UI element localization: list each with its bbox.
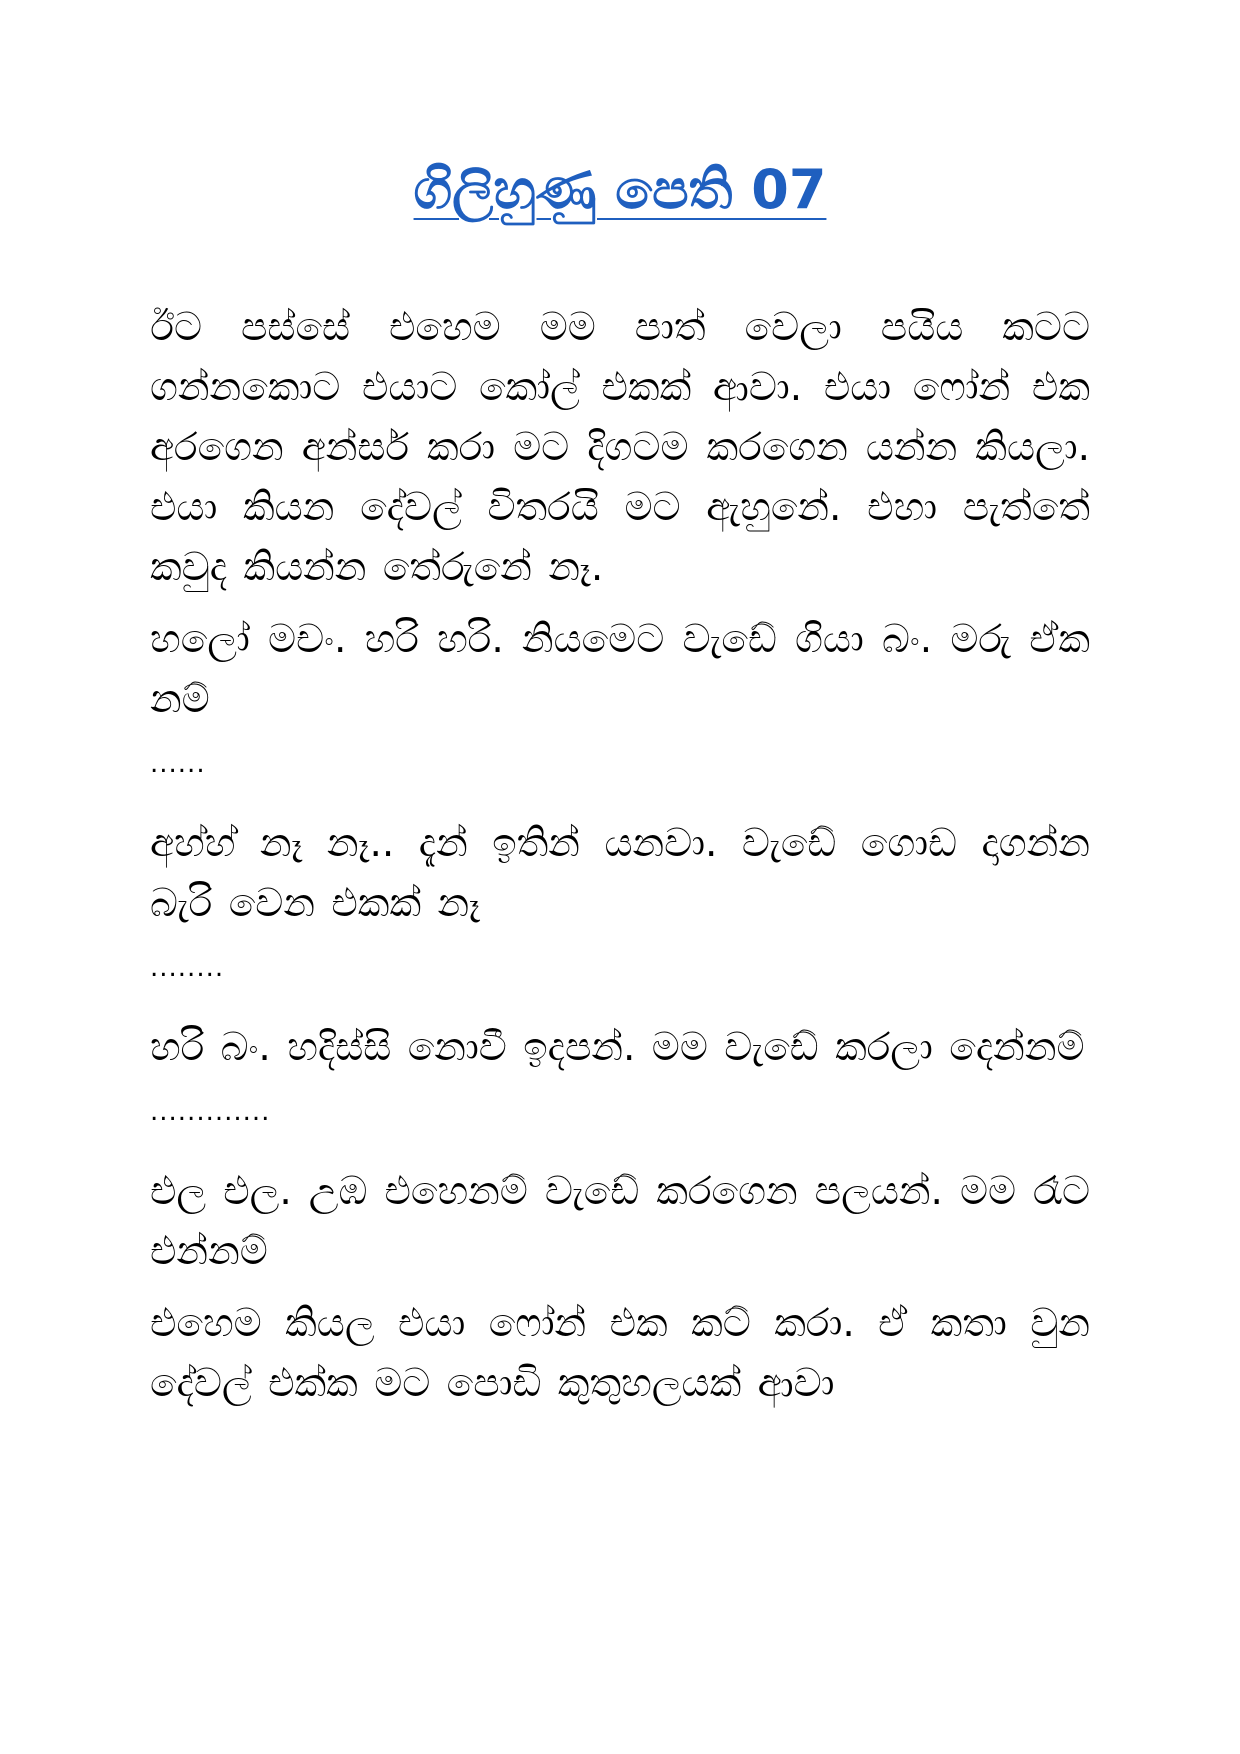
ellipsis-separator: ........	[150, 953, 225, 983]
paragraph: එහෙම කියල එයා ෆෝන් එක කට් කරා. ඒ කතා වුන දේවල් එක්ක මට පොඩි කුතුහලයක් ආවා	[150, 1301, 1090, 1406]
paragraph: හරි බං. හදිස්සි නොවී ඉදපන්. මම වැඩේ කරලා දෙන්නම්	[150, 1025, 1085, 1070]
paragraph: ඊට පස්සේ එහෙම මම පාත් වෙලා පයිය කටට ගන්නකොට එයාට කෝල් එකක් ආවා. එයා ෆෝන් එක අරගෙන අන්සර් කරා මට දිගටම කරගෙන යන්න කියලා. එයා කියන දේවල් විතරයි මට ඇහුනේ. එහා පැත්තේ කවුද කියන්න තේරුනේ නෑ.	[150, 305, 1090, 590]
story-body	[150, 298, 1090, 1426]
ellipsis-separator: .............	[150, 1097, 271, 1127]
paragraph: හලෝ මචං. හරි හරි. නියමෙට වැඩේ ගියා බං. මරු ඒක නම්	[150, 617, 1090, 722]
paragraph: එල එල. උඹ එහෙනම් වැඩේ කරගෙන පලයන්. මම රෑට එන්නම්	[150, 1169, 1090, 1274]
ellipsis-separator: ......	[150, 749, 206, 779]
paragraph: අහ්හ් නෑ නෑ.. දැන් ඉතින් යනවා. වැඩේ ගොඩ දාගන්න බැරි වෙන එකක් නෑ	[150, 821, 1090, 926]
page-title: ගිලිහුණු පෙති 07	[413, 158, 827, 221]
